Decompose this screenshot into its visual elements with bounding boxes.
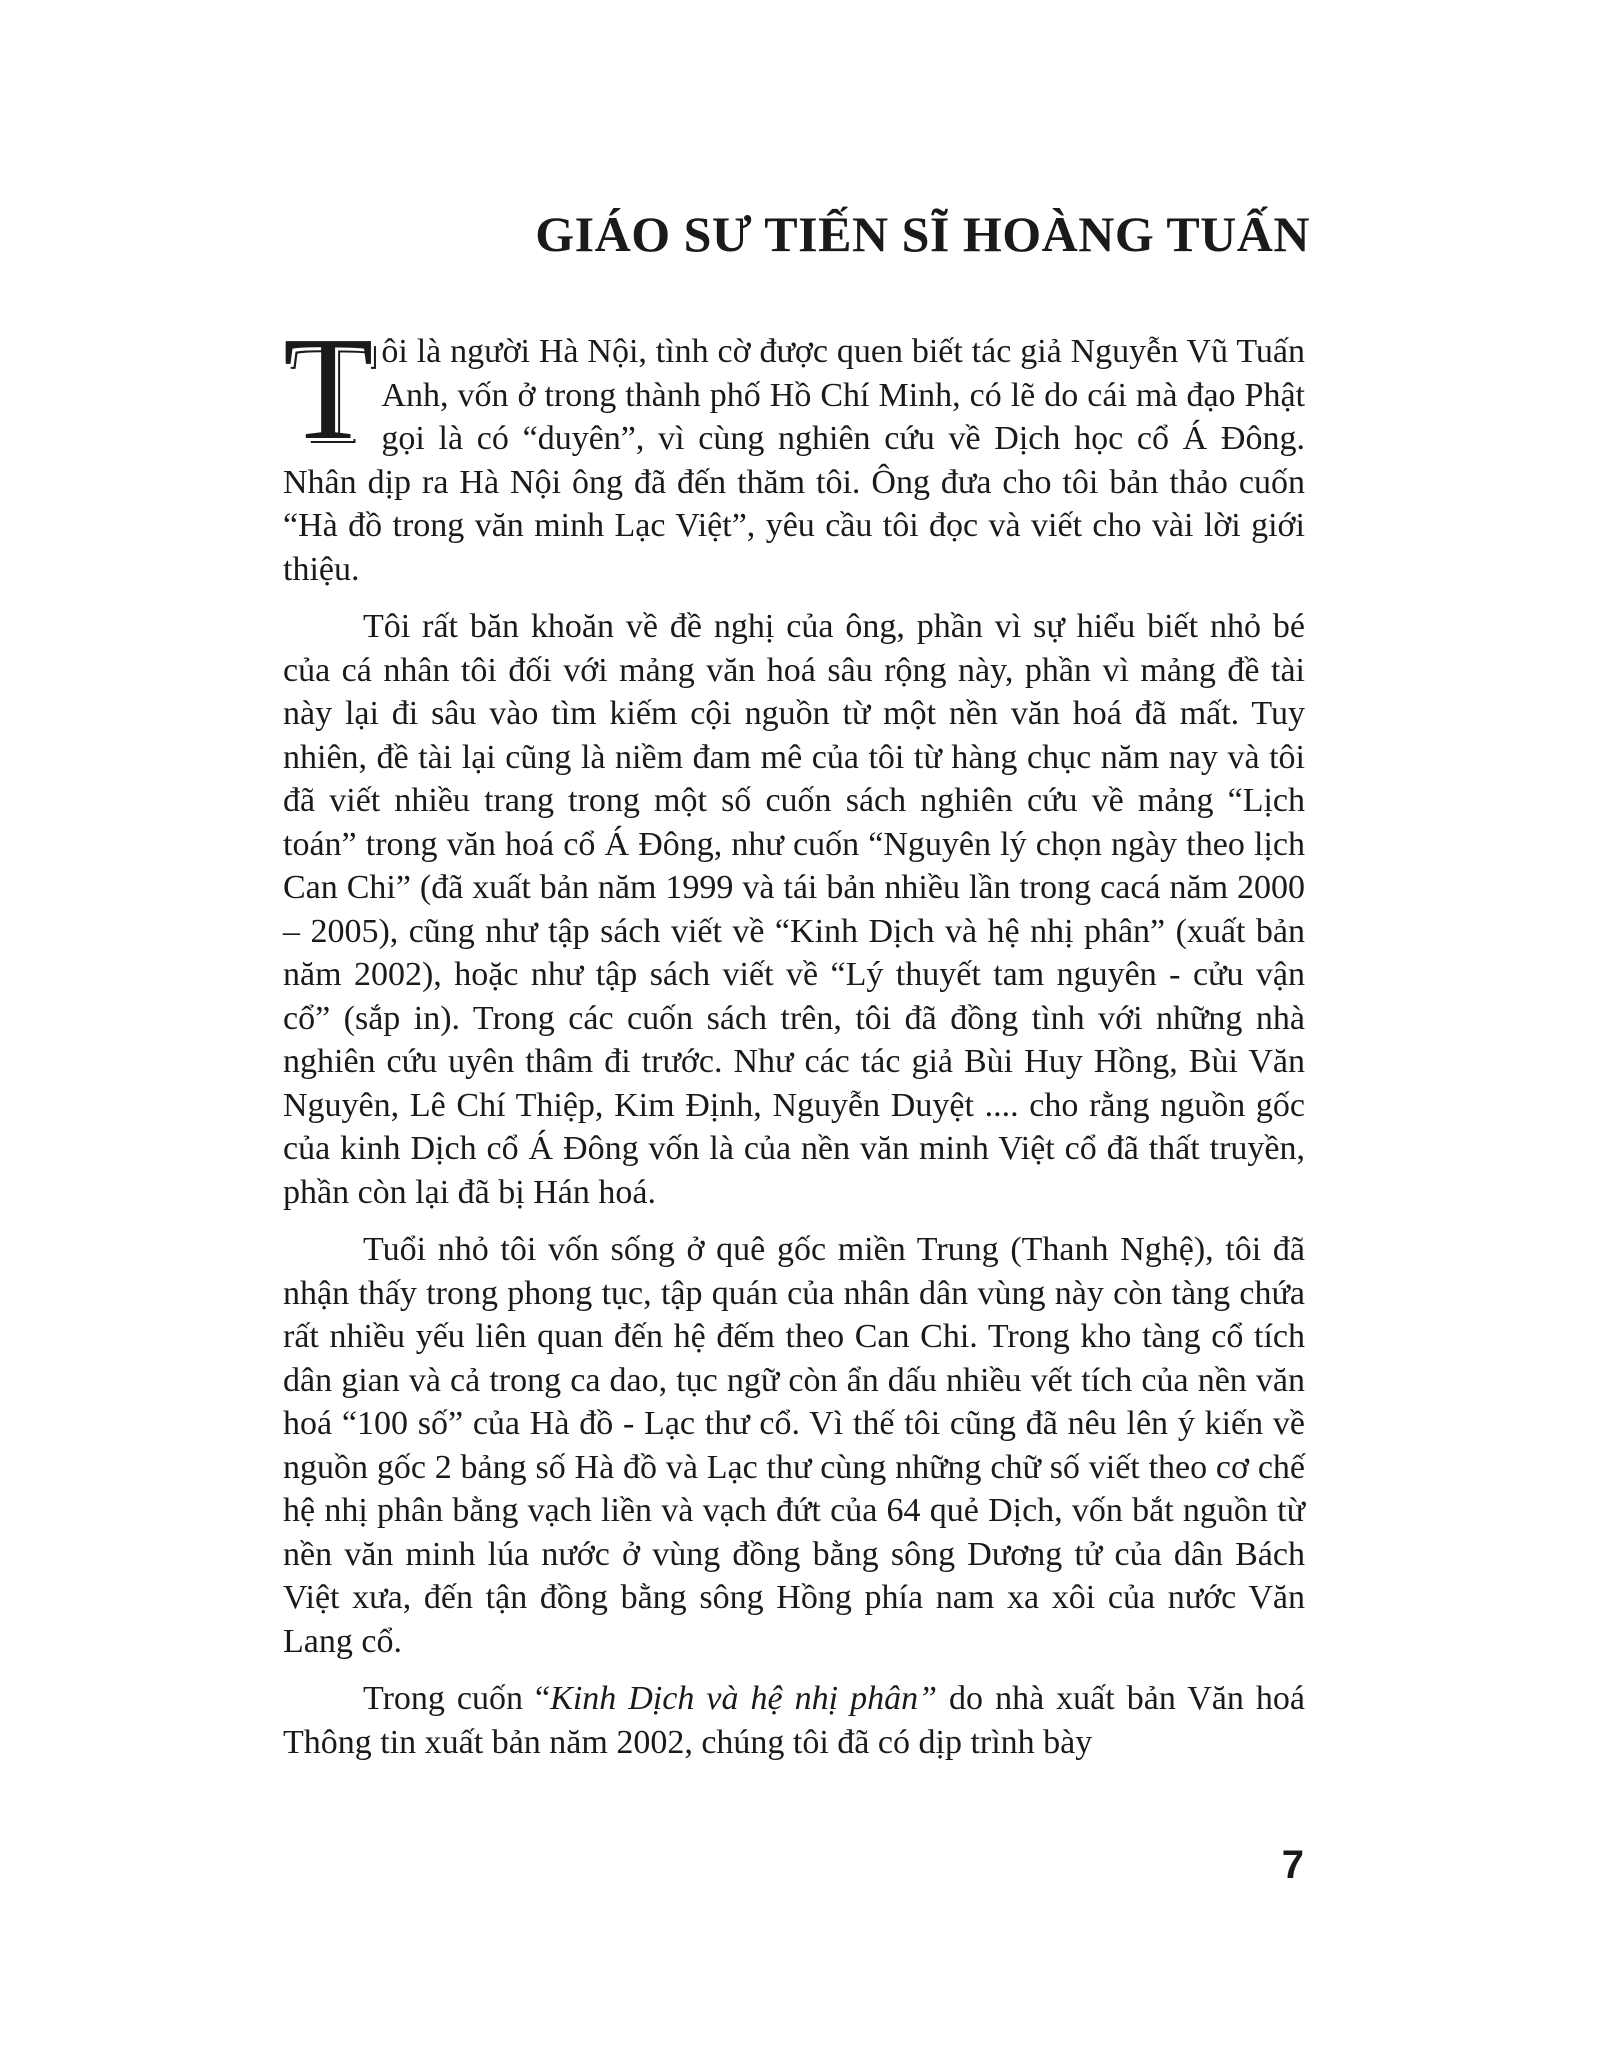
paragraph-1-text: ôi là người Hà Nội, tình cờ được quen biết tác giả Nguyễn Vũ Tuấn Anh, vốn ở trong thành phố Hồ Chí Minh, có lẽ do cái mà đạo Phật gọi là có “duyên”, vì cùng nghiên cứu về Dịch học cổ Á Đông. Nhân dịp ra Hà Nội ông đã đến thăm tôi. Ông đưa cho tôi bản thảo cuốn “Hà đồ trong văn minh Lạc Việt”, yêu cầu tôi đọc và viết cho vài lời giới thiệu. bbox=[283, 333, 1305, 588]
paragraph-4-lead: Trong cuốn “ bbox=[363, 1680, 551, 1717]
paragraph-3: Tuổi nhỏ tôi vốn sống ở quê gốc miền Trung (Thanh Nghệ), tôi đã nhận thấy trong phong tục, tập quán của nhân dân vùng này còn tàng chứa rất nhiều yếu liên quan đến hệ đếm theo Can Chi. Trong kho tàng cổ tích dân gian và cả trong ca dao, tục ngữ còn ẩn dấu nhiều vết tích của nền văn hoá “100 số” của Hà đồ - Lạc thư cổ. Vì thế tôi cũng đã nêu lên ý kiến về nguồn gốc 2 bảng số Hà đồ và Lạc thư cùng những chữ số viết theo cơ chế hệ nhị phân bằng vạch liền và vạch đứt của 64 quẻ Dịch, vốn bắt nguồn từ nền văn minh lúa nước ở vùng đồng bằng sông Dương tử của dân Bách Việt xưa, đến tận đồng bằng sông Hồng phía nam xa xôi của nước Văn Lang cổ. bbox=[283, 1231, 1305, 1660]
paragraph-1 bbox=[283, 307, 1305, 591]
book-title-italic: Kinh Dịch và hệ nhị phân” bbox=[550, 1680, 938, 1717]
body-text bbox=[283, 307, 1305, 1778]
page-title: GIÁO SƯ TIẾN SĨ HOÀNG TUẤN bbox=[535, 206, 1310, 262]
paragraph-2: Tôi rất băn khoăn về đề nghị của ông, phần vì sự hiểu biết nhỏ bé của cá nhân tôi đối với mảng văn hoá sâu rộng này, phần vì mảng đề tài này lại đi sâu vào tìm kiếm cội nguồn từ một nền văn hoá đã mất. Tuy nhiên, đề tài lại cũng là niềm đam mê của tôi từ hàng chục năm nay và tôi đã viết nhiều trang trong một số cuốn sách nghiên cứu về mảng “Lịch toán” trong văn hoá cổ Á Đông, như cuốn “Nguyên lý chọn ngày theo lịch Can Chi” (đã xuất bản năm 1999 và tái bản nhiều lần trong cacá năm 2000 – 2005), cũng như tập sách viết về “Kinh Dịch và hệ nhị phân” (xuất bản năm 2002), hoặc như tập sách viết về “Lý thuyết tam nguyên - cửu vận cổ” (sắp in). Trong các cuốn sách trên, tôi đã đồng tình với những nhà nghiên cứu uyên thâm đi trước. Như các tác giả Bùi Huy Hồng, Bùi Văn Nguyên, Lê Chí Thiệp, Kim Định, Nguyễn Duyệt .... cho rằng nguồn gốc của kinh Dịch cổ Á Đông vốn là của nền văn minh Việt cổ đã thất truyền, phần còn lại đã bị Hán hoá. bbox=[283, 608, 1305, 1211]
paragraph-4 bbox=[283, 1677, 1305, 1764]
drop-cap-letter: T bbox=[283, 307, 374, 471]
paragraph-4-tail: do nhà xuất bản Văn hoá Thông tin xuất bản năm 2002, chúng tôi đã có dịp trình bày bbox=[283, 1680, 1305, 1761]
page-number: 7 bbox=[1281, 1843, 1304, 1887]
